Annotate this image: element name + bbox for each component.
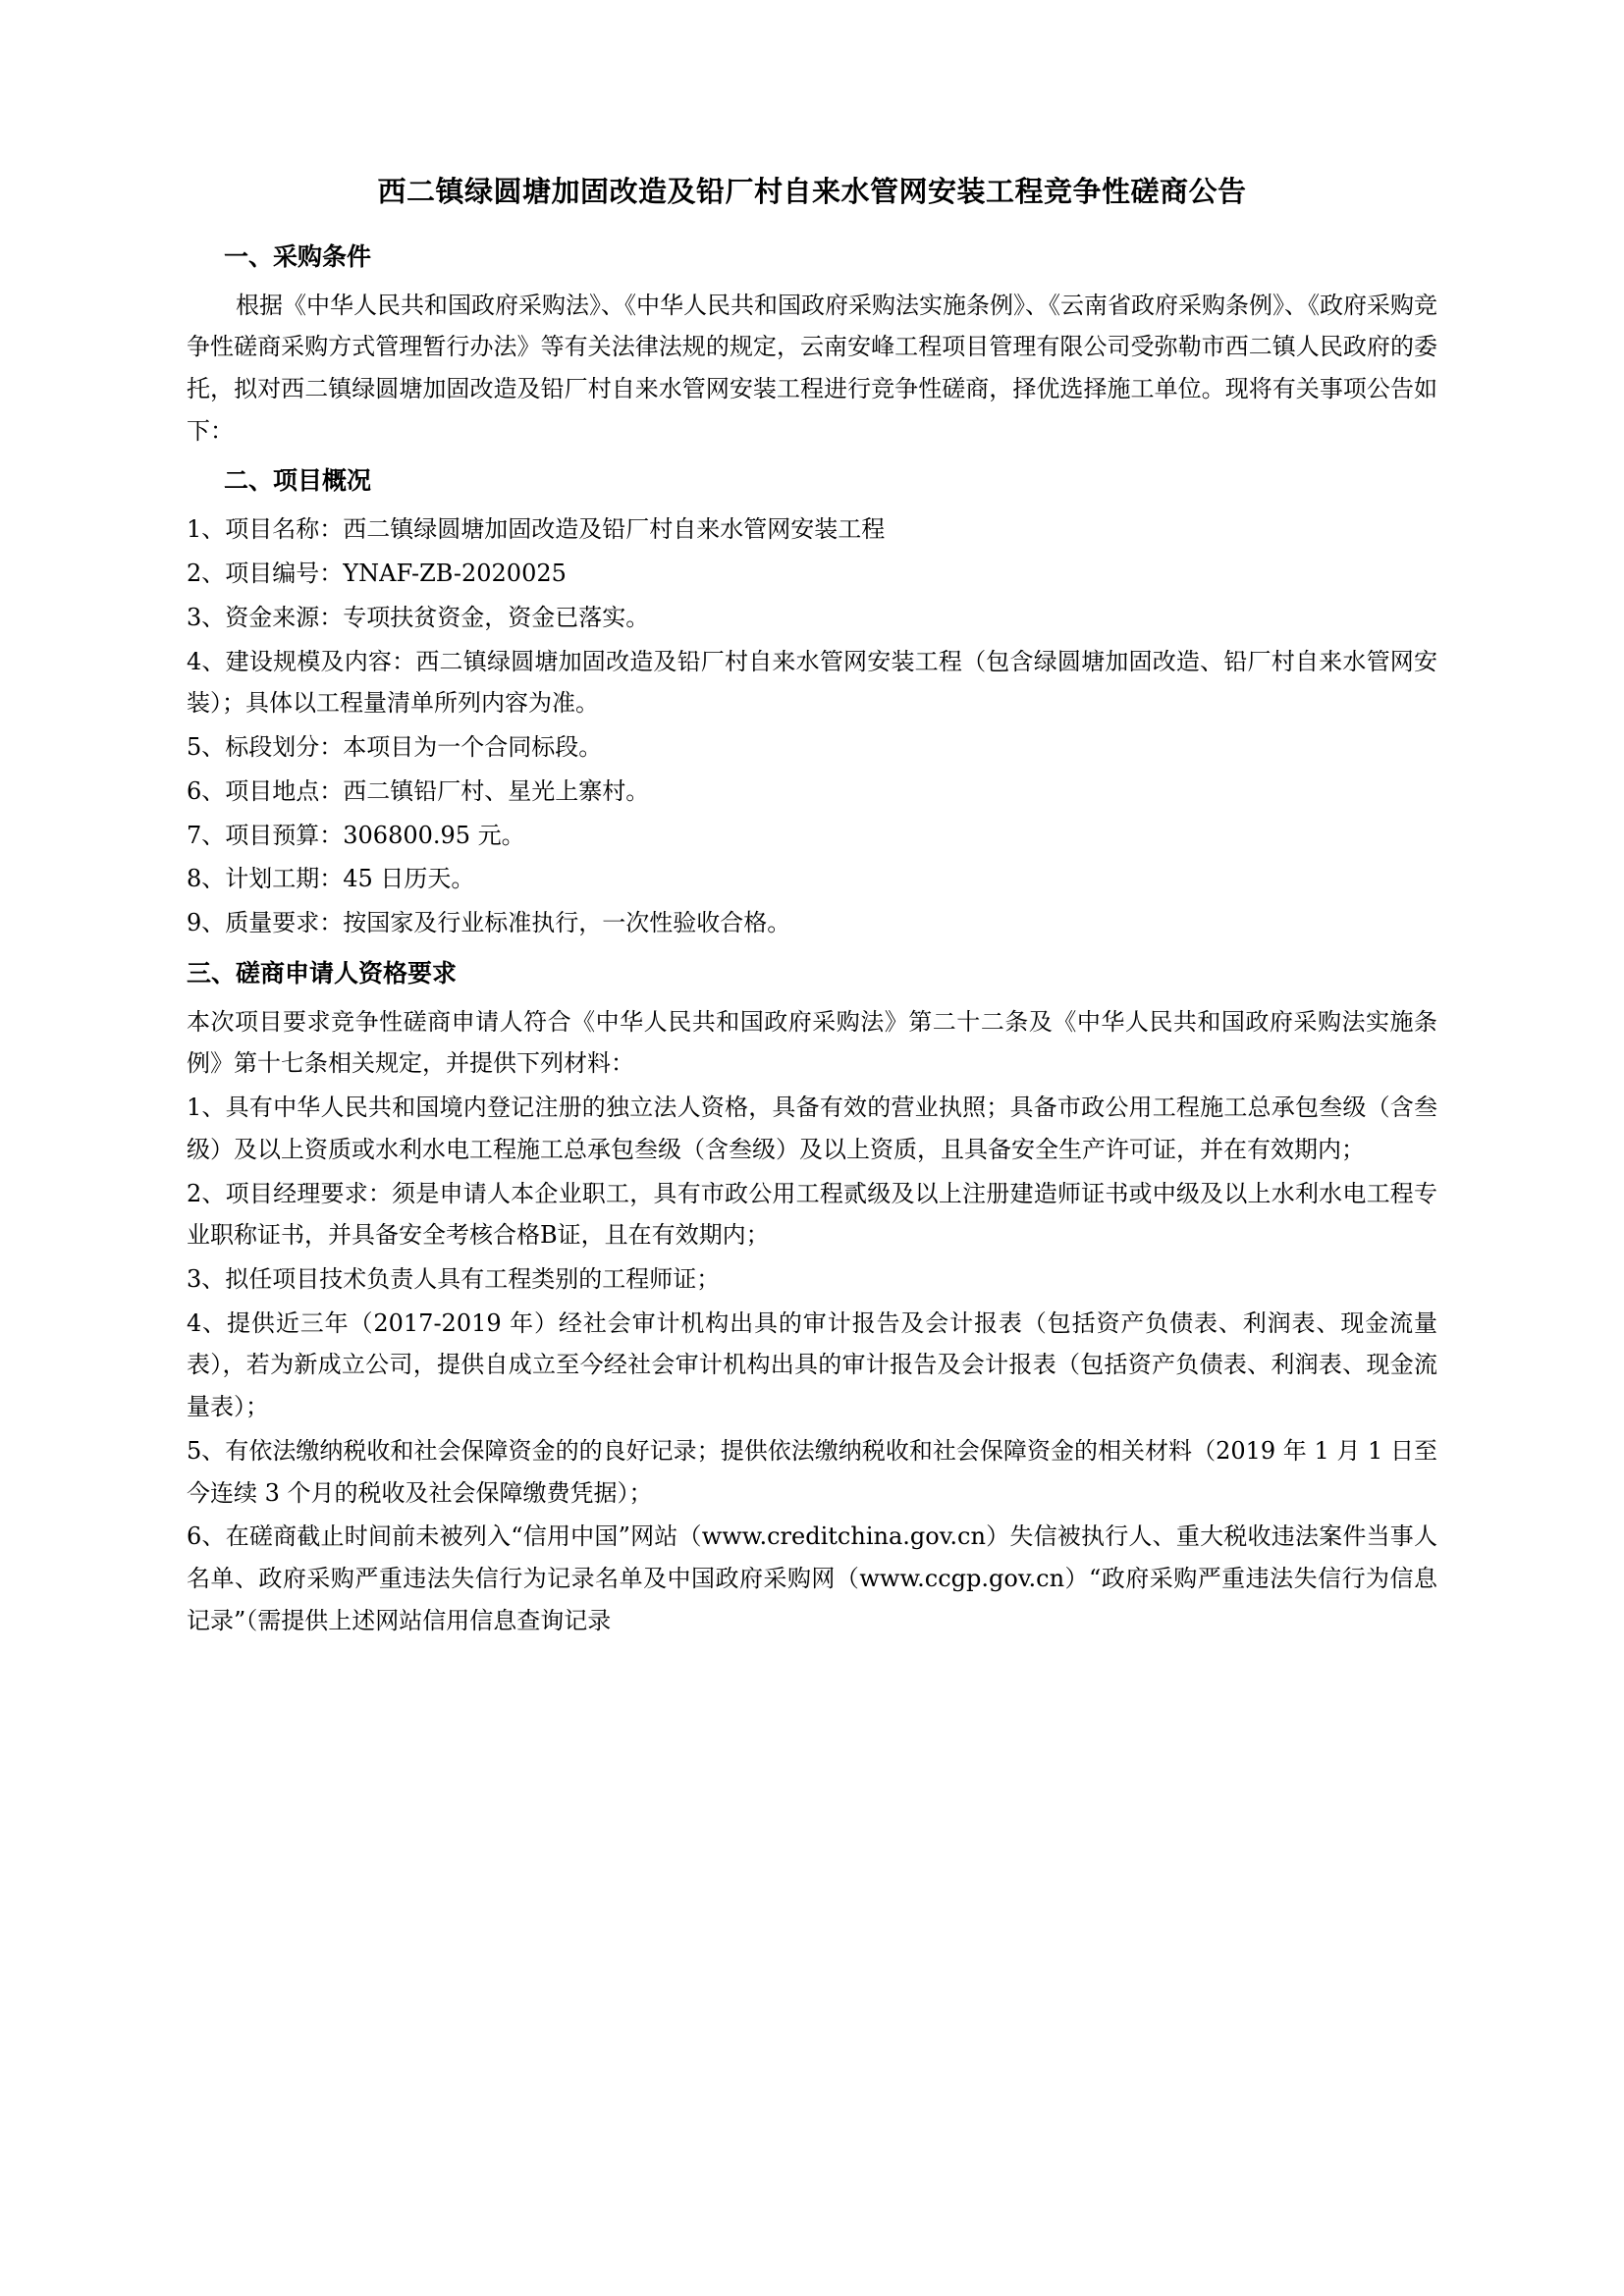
paragraph-procurement-basis: 根据《中华人民共和国政府采购法》、《中华人民共和国政府采购法实施条例》、《云南省政府采购条例》、《政府采购竞争性磋商采购方式管理暂行办法》等有关法律法规的规定，云南安峰工程项目管理有限公司受弥勒市西二镇人民政府的委托，拟对西二镇绿圆塘加固改造及铅厂村自来水管网安装工程进行竞争性磋商，择优选择施工单位。现将有关事项公告如下： [187,291,1437,445]
paragraph-qualification-3: 3、拟任项目技术负责人具有工程类别的工程师证； [187,1264,721,1293]
section-heading-procurement-conditions: 一、采购条件 [224,241,372,271]
paragraph-project-number: 2、项目编号：YNAF-ZB-2020025 [187,560,567,588]
paragraph-qualification-5: 5、有依法缴纳税收和社会保障资金的的良好记录；提供依法缴纳税收和社会保障资金的相关材料（2019 年 1 月 1 日至今连续 3 个月的税收及社会保障缴费凭据）； [187,1436,1437,1507]
paragraph-section-division: 5、标段划分：本项目为一个合同标段。 [187,733,603,762]
paragraph-project-location: 6、项目地点：西二镇铅厂村、星光上寨村。 [187,776,650,805]
paragraph-planned-duration: 8、计划工期：45 日历天。 [187,865,475,893]
paragraph-project-budget: 7、项目预算：306800.95 元。 [187,821,525,849]
paragraph-qualification-6: 6、在磋商截止时间前未被列入“信用中国”网站（www.creditchina.gov.cn）失信被执行人、重大税收违法案件当事人名单、政府采购严重违法失信行为记录名单及中国政府采购网（www.ccgp.gov.cn）“政府采购严重违法失信行为信息记录”（需提供上述网站信用信息查询记录 [187,1522,1437,1634]
paragraph-qualification-2: 2、项目经理要求：须是申请人本企业职工，具有市政公用工程贰级及以上注册建造师证书或中级及以上水利水电工程专业职称证书，并具备安全考核合格B证，且在有效期内； [187,1179,1437,1250]
section-heading-project-overview: 二、项目概况 [224,466,372,496]
paragraph-qualification-1: 1、具有中华人民共和国境内登记注册的独立法人资格，具备有效的营业执照；具备市政公用工程施工总承包叁级（含叁级）及以上资质或水利水电工程施工总承包叁级（含叁级）及以上资质，且具备安全生产许可证，并在有效期内； [187,1094,1437,1163]
paragraph-project-name: 1、项目名称：西二镇绿圆塘加固改造及铅厂村自来水管网安装工程 [187,515,886,544]
paragraph-qualification-4: 4、提供近三年（2017-2019 年）经社会审计机构出具的审计报告及会计报表（包括资产负债表、利润表、现金流量表），若为新成立公司，提供自成立至今经社会审计机构出具的审计报告及会计报表（包括资产负债表、利润表、现金流量表）； [187,1308,1437,1421]
paragraph-qualification-intro: 本次项目要求竞争性磋商申请人符合《中华人民共和国政府采购法》第二十二条及《中华人民共和国政府采购法实施条例》第十七条相关规定，并提供下列材料： [187,1007,1437,1078]
page-title: 西二镇绿圆塘加固改造及铅厂村自来水管网安装工程竞争性磋商公告 [377,175,1247,208]
paragraph-scale-and-content: 4、建设规模及内容：西二镇绿圆塘加固改造及铅厂村自来水管网安装工程（包含绿圆塘加固改造、铅厂村自来水管网安装）；具体以工程量清单所列内容为准。 [187,647,1437,718]
section-heading-applicant-qualifications: 三、磋商申请人资格要求 [187,958,458,988]
paragraph-quality-requirement: 9、质量要求：按国家及行业标准执行，一次性验收合格。 [187,908,791,936]
paragraph-funding-source: 3、资金来源：专项扶贫资金，资金已落实。 [187,603,650,631]
